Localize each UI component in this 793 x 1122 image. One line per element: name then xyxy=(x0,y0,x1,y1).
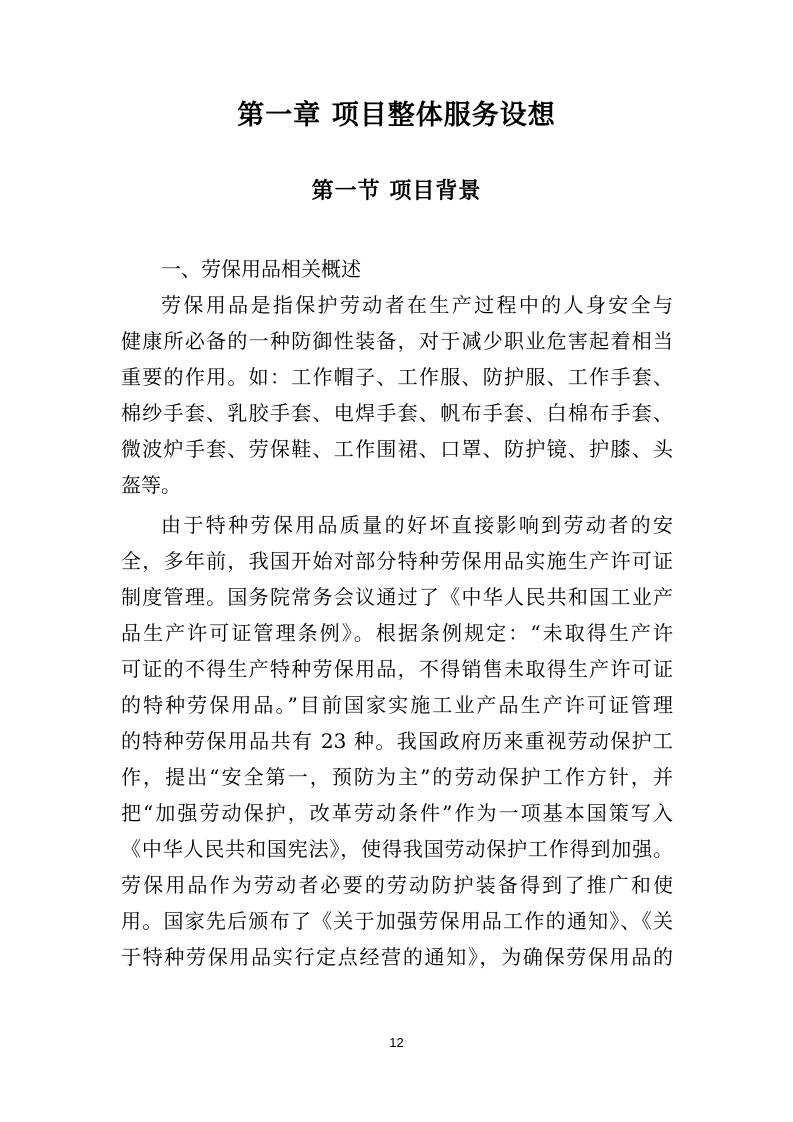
paragraph-line: 可证的不得生产特种劳保用品，不得销售未取得生产许可证 xyxy=(121,657,673,681)
paragraph-line: 盔等。 xyxy=(121,473,181,497)
subheading: 一、劳保用品相关概述 xyxy=(161,257,361,281)
paragraph-line: 把“加强劳动保护，改革劳动条件”作为一项基本国策写入 xyxy=(121,801,673,825)
paragraph-line: 重要的作用。如：工作帽子、工作服、防护服、工作手套、 xyxy=(121,365,673,389)
paragraph-line: 的特种劳保用品共有 23 种。我国政府历来重视劳动保护工 xyxy=(121,729,673,753)
paragraph-line: 《中华人民共和国宪法》，使得我国劳动保护工作得到加强。 xyxy=(121,837,673,861)
paragraph-line: 微波炉手套、劳保鞋、工作围裙、口罩、防护镜、护膝、头 xyxy=(121,437,673,461)
chapter-title: 第一章 项目整体服务设想 xyxy=(237,100,556,131)
paragraph-line: 棉纱手套、乳胶手套、电焊手套、帆布手套、白棉布手套、 xyxy=(121,401,673,425)
paragraph-line: 于特种劳保用品实行定点经营的通知》，为确保劳保用品的 xyxy=(121,945,673,969)
paragraph-line: 劳保用品作为劳动者必要的劳动防护装备得到了推广和使 xyxy=(121,873,673,897)
paragraph-line: 由于特种劳保用品质量的好坏直接影响到劳动者的安 xyxy=(161,513,673,537)
paragraph-1 xyxy=(121,287,673,503)
paragraph-line: 用。国家先后颁布了《关于加强劳保用品工作的通知》、《关 xyxy=(121,909,673,933)
page-number: 12 xyxy=(389,1035,404,1050)
paragraph-line: 品生产许可证管理条例》。根据条例规定：“未取得生产许 xyxy=(121,621,673,645)
paragraph-line: 制度管理。国务院常务会议通过了《中华人民共和国工业产 xyxy=(121,585,673,609)
paragraph-line: 健康所必备的一种防御性装备，对于减少职业危害起着相当 xyxy=(121,329,673,353)
paragraph-line: 作，提出“安全第一，预防为主”的劳动保护工作方针，并 xyxy=(121,765,673,789)
paragraph-line: 的特种劳保用品。”目前国家实施工业产品生产许可证管理 xyxy=(121,693,673,717)
section-title: 第一节 项目背景 xyxy=(311,179,482,204)
paragraph-line: 全，多年前，我国开始对部分特种劳保用品实施生产许可证 xyxy=(121,549,673,573)
paragraph-line: 劳保用品是指保护劳动者在生产过程中的人身安全与 xyxy=(161,293,673,317)
paragraph-2 xyxy=(121,507,673,975)
